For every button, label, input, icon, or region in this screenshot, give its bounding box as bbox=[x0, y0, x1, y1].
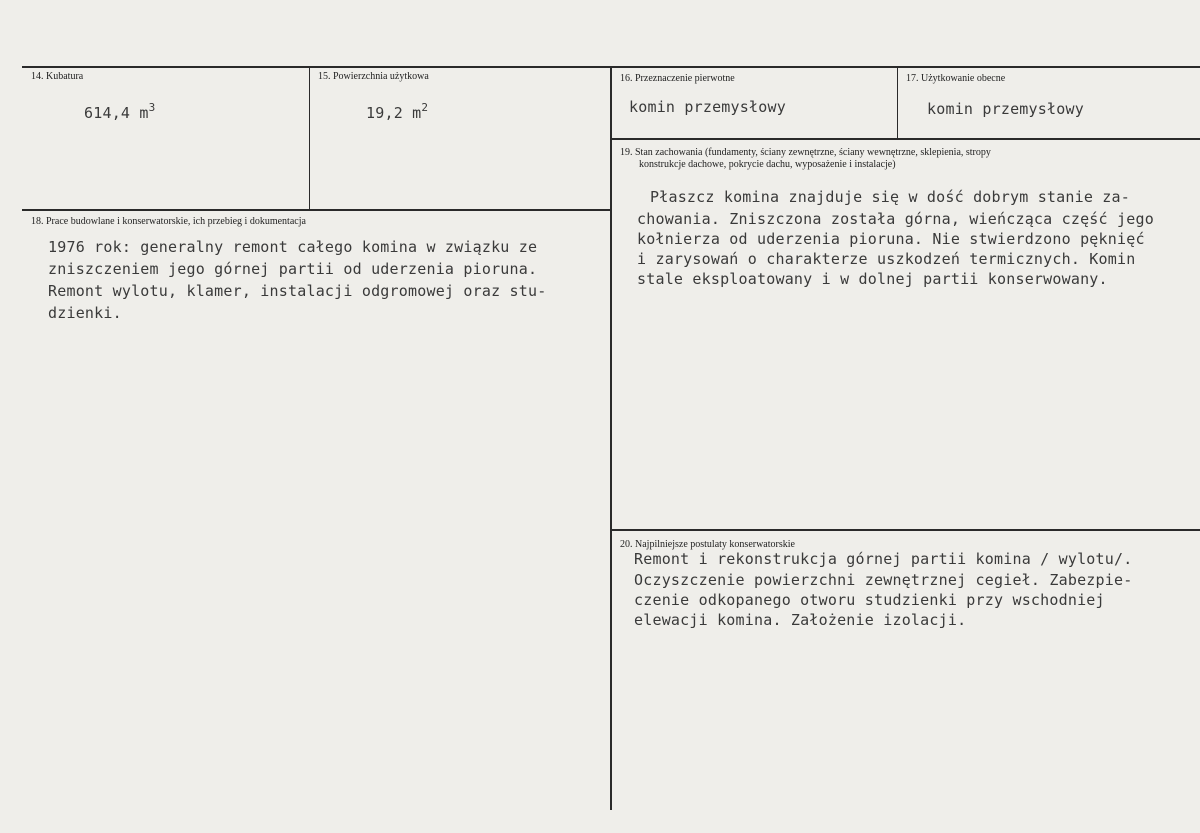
field-17-label: 17. Użytkowanie obecne bbox=[906, 73, 1006, 84]
field-14-label: 14. Kubatura bbox=[31, 71, 84, 82]
divider-14-15 bbox=[309, 66, 310, 210]
field-20-text-line: czenie odkopanego otworu studzienki przy wschodniej bbox=[634, 591, 1105, 609]
field-19-text-line: i zarysowań o charakterze uszkodzeń termicznych. Komin bbox=[637, 250, 1136, 268]
field-18-text-line: zniszczeniem jego górnej partii od uderzenia pioruna. bbox=[48, 260, 538, 278]
field-16-value: komin przemysłowy bbox=[629, 98, 786, 116]
field-18-text-line: dzienki. bbox=[48, 304, 122, 322]
field-18-text-line: Remont wylotu, klamer, instalacji odgromowej oraz stu- bbox=[48, 282, 547, 300]
unit-exponent: 2 bbox=[421, 101, 429, 114]
field-20-label: 20. Najpilniejsze postulaty konserwatorskie bbox=[620, 539, 795, 550]
divider-right-20 bbox=[612, 529, 1200, 531]
field-19-label-line: konstrukcje dachowe, pokrycie dachu, wyposażenie i instalacje) bbox=[639, 159, 896, 170]
field-20-text-line: Oczyszczenie powierzchni zewnętrznej cegieł. Zabezpie- bbox=[634, 571, 1133, 589]
field-18-label: 18. Prace budowlane i konserwatorskie, ich przebieg i dokumentacja bbox=[31, 216, 306, 227]
field-20-text-line: Remont i rekonstrukcja górnej partii komina / wylotu/. bbox=[634, 550, 1133, 568]
field-19-text-line: Płaszcz komina znajduje się w dość dobrym stanie za- bbox=[650, 188, 1130, 206]
field-15-value: 19,2 $m^2$ bbox=[366, 101, 429, 122]
divider-left-18 bbox=[22, 209, 610, 211]
field-14-value: 614,4 $m^3$ bbox=[84, 101, 156, 122]
field-17-value: komin przemysłowy bbox=[927, 100, 1084, 118]
field-18-text-line: 1976 rok: generalny remont całego komina w związku ze bbox=[48, 238, 538, 256]
divider-16-17 bbox=[897, 66, 898, 139]
field-19-text-line: stale eksploatowany i w dolnej partii konserwowany. bbox=[637, 270, 1108, 288]
divider-main-vertical bbox=[610, 66, 612, 810]
unit-exponent: 3 bbox=[148, 101, 156, 114]
field-19-text-line: kołnierza od uderzenia pioruna. Nie stwierdzono pęknięć bbox=[637, 230, 1145, 248]
divider-right-19 bbox=[612, 138, 1200, 140]
field-19-text-line: chowania. Zniszczona została górna, wieńcząca część jego bbox=[637, 210, 1154, 228]
field-19-label-line: 19. Stan zachowania (fundamenty, ściany zewnętrzne, ściany wewnętrzne, sklepienia, stropy bbox=[620, 147, 991, 158]
field-20-text-line: elewacji komina. Założenie izolacji. bbox=[634, 611, 967, 629]
field-15-label: 15. Powierzchnia użytkowa bbox=[318, 71, 429, 82]
field-16-label: 16. Przeznaczenie pierwotne bbox=[620, 73, 735, 84]
